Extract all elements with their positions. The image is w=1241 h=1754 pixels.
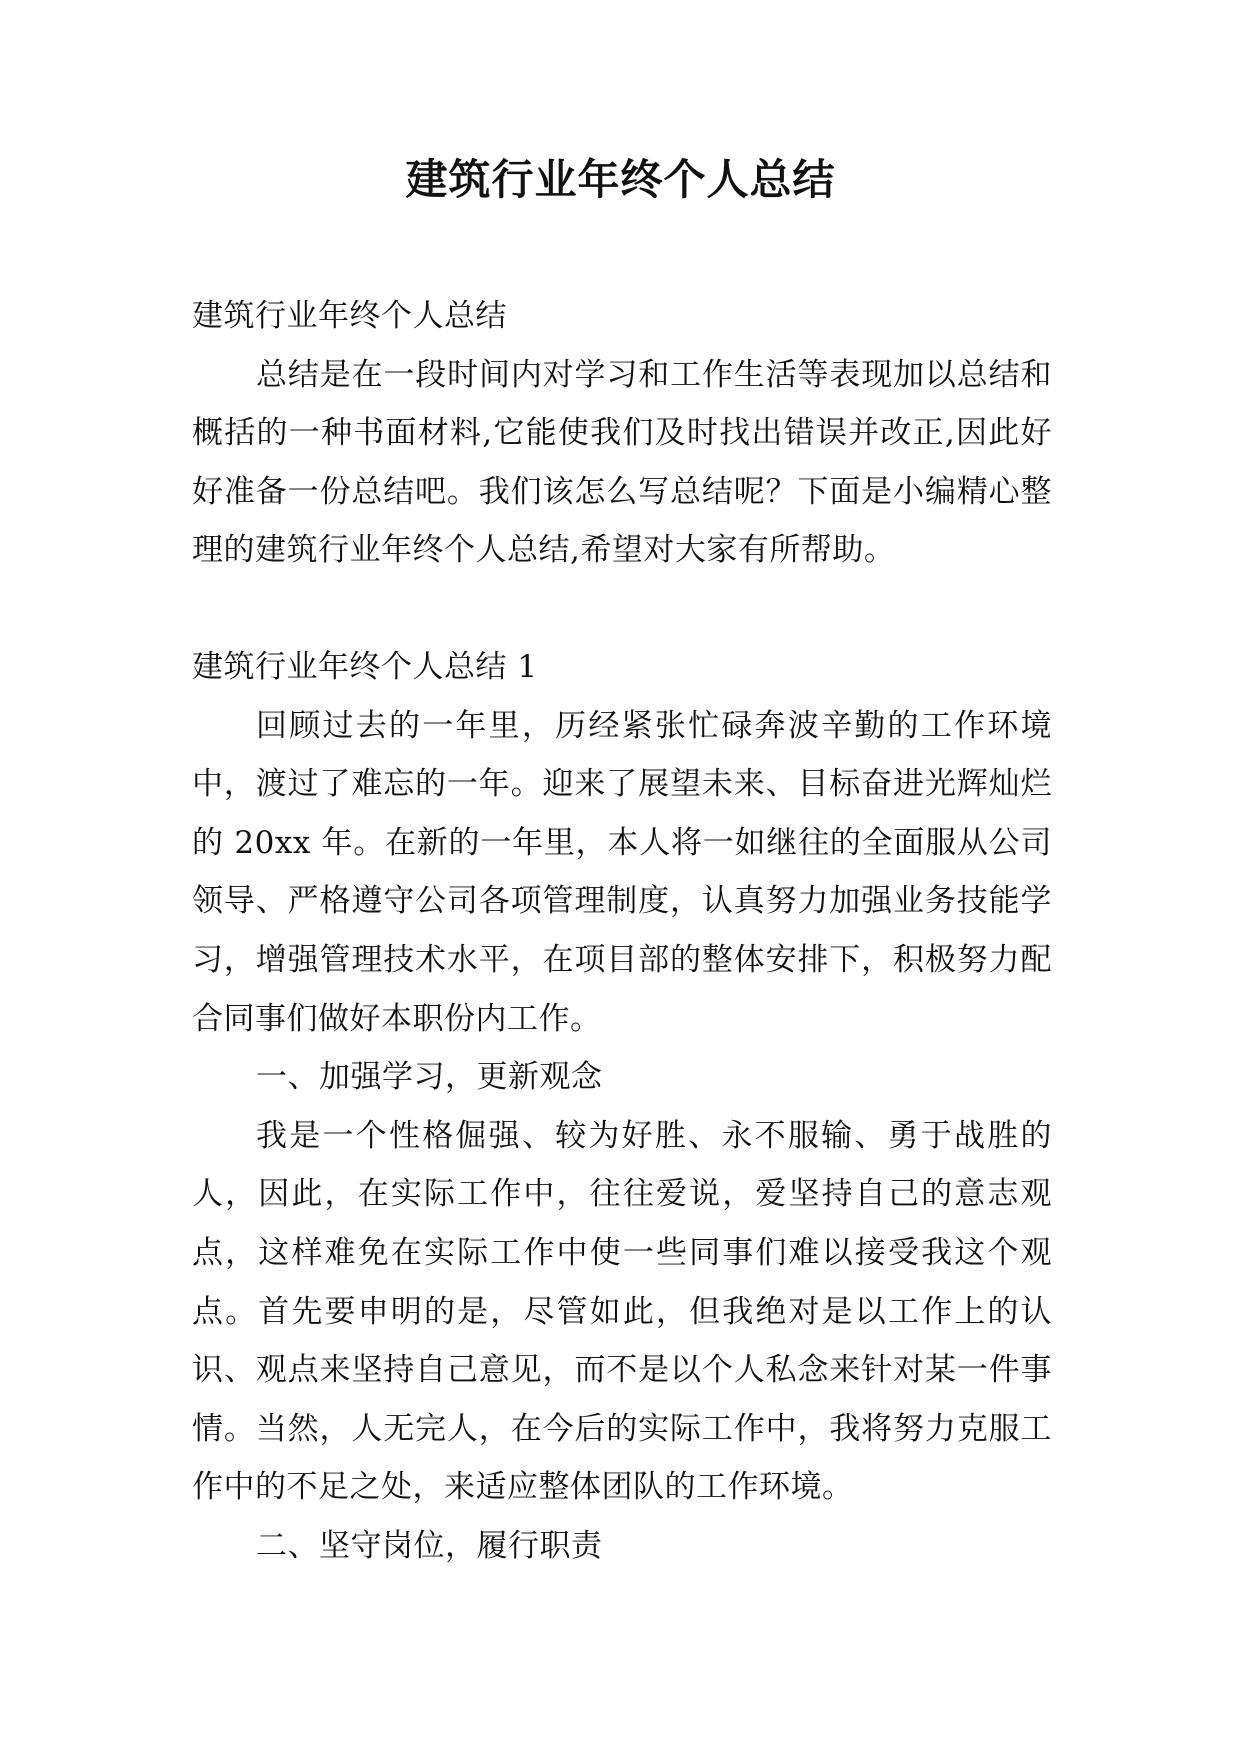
document-title: 建筑行业年终个人总结 (405, 155, 836, 204)
intro-paragraph: 总结是在一段时间内对学习和工作生活等表现加以总结和概括的一种书面材料,它能使我们及时找出错误并改正,因此好好准备一份总结吧。我们该怎么写总结呢？下面是小编精心整理的建筑行业年终个人总结,希望对大家有所帮助。 (192, 356, 1052, 569)
body-paragraph-1: 回顾过去的一年里，历经紧张忙碌奔波辛勤的工作环境中，渡过了难忘的一年。迎来了展望未来、目标奋进光辉灿烂的 20xx 年。在新的一年里，本人将一如继往的全面服从公司领导、严格遵守公司各项管理制度，认真努力加强业务技能学习，增强管理技术水平，在项目部的整体安排下，积极努力配合同事们做好本职份内工作。 (192, 707, 1052, 1037)
document-body (192, 287, 1052, 1575)
subheading-2: 二、坚守岗位，履行职责 (256, 1527, 603, 1564)
subtitle-heading: 建筑行业年终个人总结 (192, 298, 507, 334)
subheading-1: 一、加强学习，更新观念 (256, 1059, 603, 1096)
body-paragraph-2: 我是一个性格倔强、较为好胜、永不服输、勇于战胜的人，因此，在实际工作中，往往爱说，爱坚持自己的意志观点，这样难免在实际工作中使一些同事们难以接受我这个观点。首先要申明的是，尽管如此，但我绝对是以工作上的认识、观点来坚持自己意见，而不是以个人私念来针对某一件事情。当然，人无完人，在今后的实际工作中，我将努力克服工作中的不足之处，来适应整体团队的工作环境。 (192, 1117, 1052, 1506)
section-heading-1: 建筑行业年终个人总结 1 (192, 648, 538, 685)
